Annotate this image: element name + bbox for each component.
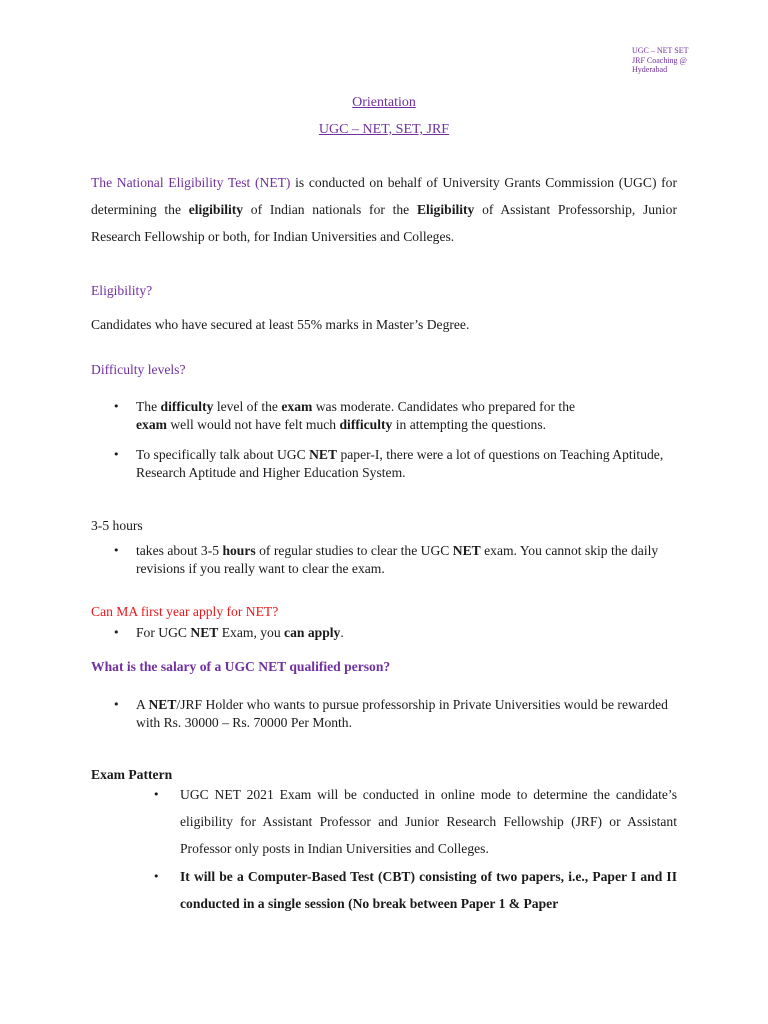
intro-bold-2: Eligibility bbox=[416, 202, 475, 217]
eligibility-text: Candidates who have secured at least 55% marks in Master’s Degree. bbox=[91, 317, 470, 332]
list-item: • For UGC NET Exam, you can apply. bbox=[113, 624, 673, 642]
list-item: • The difficulty level of the exam was moderate. Candidates who prepared for the exam well would not have felt much difficulty in attempting the questions. bbox=[113, 398, 583, 434]
header-note: UGC – NET SET JRF Coaching @ Hyderabad bbox=[632, 46, 689, 74]
list-item: • A NET/JRF Holder who wants to pursue professorship in Private Universities would be rewarded with Rs. 30000 – Rs. 70000 Per Month. bbox=[113, 696, 679, 732]
intro-bold-1: eligibility bbox=[188, 202, 244, 217]
exam-pattern-list bbox=[153, 781, 677, 917]
intro-text-1: is conducted on behalf of University Grants Commission (UGC) for determining the bbox=[91, 175, 677, 217]
hours-heading: 3-5 hours bbox=[91, 518, 143, 533]
eligibility-heading: Eligibility? bbox=[91, 283, 153, 298]
salary-list bbox=[113, 696, 679, 732]
hours-list bbox=[113, 542, 668, 578]
list-item: • takes about 3-5 hours of regular studies to clear the UGC NET exam. You cannot skip the daily revisions if you really want to clear the exam. bbox=[113, 542, 668, 578]
title-ugc-net: UGC – NET, SET, JRF bbox=[318, 122, 450, 137]
intro-text-2: of Indian nationals for the bbox=[243, 202, 417, 217]
list-item: • To specifically talk about UGC NET paper-I, there were a lot of questions on Teaching Aptitude, Research Aptitude and Higher Education System. bbox=[113, 446, 673, 482]
difficulty-list bbox=[113, 398, 583, 434]
difficulty-heading: Difficulty levels? bbox=[91, 362, 186, 377]
intro-paragraph bbox=[91, 169, 677, 250]
exam-pattern-heading: Exam Pattern bbox=[91, 767, 173, 782]
list-item: • It will be a Computer-Based Test (CBT) consisting of two papers, i.e., Paper I and II conducted in a single session (No break between Paper 1 & Paper bbox=[153, 863, 677, 917]
ma-heading: Can MA first year apply for NET? bbox=[91, 604, 279, 619]
list-item: • UGC NET 2021 Exam will be conducted in online mode to determine the candidate’s eligibility for Assistant Professor and Junior Research Fellowship (JRF) or Assistant Professor only posts in Indian Universities and Colleges. bbox=[153, 781, 677, 862]
salary-heading: What is the salary of a UGC NET qualified person? bbox=[91, 659, 391, 674]
difficulty-list-2 bbox=[113, 446, 673, 482]
ma-list bbox=[113, 624, 673, 642]
intro-lead: The National Eligibility Test (NET) bbox=[91, 175, 291, 190]
intro-text-3: of Assistant Professorship, Junior Research Fellowship or both, for Indian Universities and Colleges. bbox=[91, 202, 678, 244]
title-orientation: Orientation bbox=[352, 95, 416, 110]
